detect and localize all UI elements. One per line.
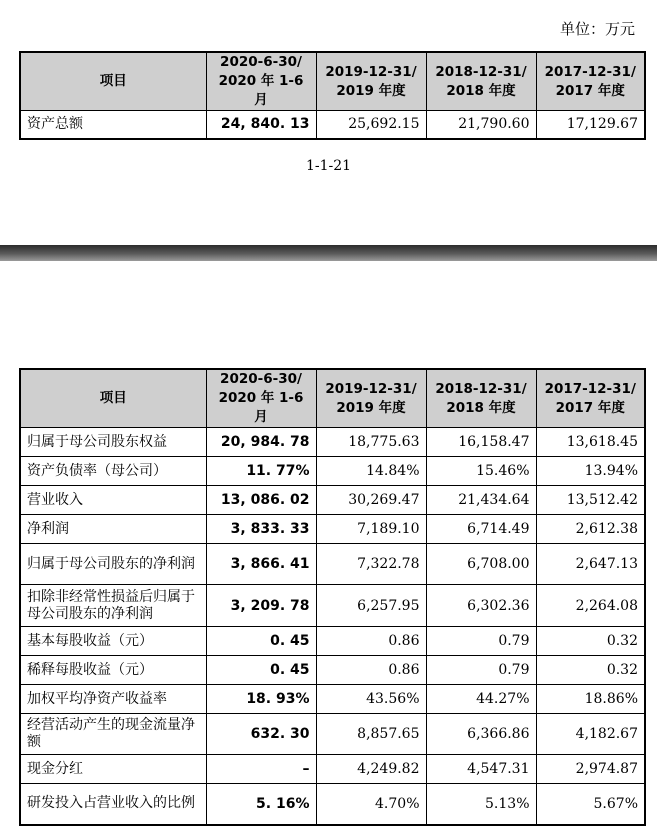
header-item [20, 52, 206, 111]
cell-2017: 13.94% [536, 457, 645, 486]
row-label: 现金分红 [20, 755, 206, 784]
unit-label: 单位：万元 [559, 20, 635, 38]
cell-2017: 5.67% [536, 784, 645, 825]
header-2018-line1: 2018-12-31/ [435, 63, 527, 80]
table-row [20, 111, 645, 139]
header-2019-line1: 2019-12-31/ [325, 380, 417, 397]
total-assets-table [19, 51, 646, 140]
table-row [20, 656, 645, 685]
cell-2017: 2,264.08 [536, 585, 645, 627]
table-row [20, 515, 645, 544]
cell-2019: 0.86 [316, 627, 426, 656]
cell-2020: 5. 16% [206, 784, 316, 825]
row-label: 加权平均净资产收益率 [20, 685, 206, 714]
row-label: 资产负债率（母公司） [20, 457, 206, 486]
header-2019-line2: 2019 年度 [336, 399, 406, 416]
row-label: 稀释每股收益（元） [20, 656, 206, 685]
header-2017-line2: 2017 年度 [555, 399, 625, 416]
cell-2018: 6,708.00 [426, 544, 536, 585]
table-row [20, 714, 645, 755]
header-2020-line1: 2020-6-30/ [220, 371, 302, 387]
table-header-row [20, 369, 645, 428]
cell-2019: 8,857.65 [316, 714, 426, 755]
cell-2018: 6,302.36 [426, 585, 536, 627]
header-2017-line1: 2017-12-31/ [544, 380, 636, 397]
page-divider [0, 245, 657, 261]
table-row [20, 457, 645, 486]
cell-2019: 18,775.63 [316, 428, 426, 457]
header-2017 [536, 369, 645, 428]
header-2019-line2: 2019 年度 [336, 82, 406, 99]
cell-2018: 21,790.60 [426, 111, 536, 139]
cell-2020: 11. 77% [206, 457, 316, 486]
cell-2017: 4,182.67 [536, 714, 645, 755]
cell-2018: 44.27% [426, 685, 536, 714]
cell-2017: 13,618.45 [536, 428, 645, 457]
table-row [20, 685, 645, 714]
header-2017-line1: 2017-12-31/ [544, 63, 636, 80]
row-label: 基本每股收益（元） [20, 627, 206, 656]
cell-2017: 2,612.38 [536, 515, 645, 544]
cell-2017: 17,129.67 [536, 111, 645, 139]
table-row [20, 486, 645, 515]
cell-2020: 0. 45 [206, 627, 316, 656]
header-item-label: 项目 [99, 73, 127, 89]
financial-indicators-table [19, 368, 646, 826]
cell-2020: 24, 840. 13 [206, 111, 316, 139]
header-2020 [206, 369, 316, 428]
header-2017-line2: 2017 年度 [555, 82, 625, 99]
cell-2019: 30,269.47 [316, 486, 426, 515]
page-number: 1-1-21 [305, 158, 352, 174]
cell-2017: 2,647.13 [536, 544, 645, 585]
header-2018 [426, 369, 536, 428]
header-2019 [316, 369, 426, 428]
header-2018-line2: 2018 年度 [446, 82, 516, 99]
table-row [20, 784, 645, 825]
cell-2018: 5.13% [426, 784, 536, 825]
header-item [20, 369, 206, 428]
header-2020-line1: 2020-6-30/ [220, 54, 302, 70]
cell-2018: 0.79 [426, 627, 536, 656]
cell-2017: 18.86% [536, 685, 645, 714]
cell-2020: 18. 93% [206, 685, 316, 714]
header-2020-line2: 2020 年 1-6 月 [218, 73, 304, 108]
header-2018 [426, 52, 536, 111]
cell-2020: 632. 30 [206, 714, 316, 755]
cell-2017: 0.32 [536, 627, 645, 656]
row-label: 扣除非经常性损益后归属于母公司股东的净利润 [20, 585, 206, 627]
cell-2018: 15.46% [426, 457, 536, 486]
cell-2020: 0. 45 [206, 656, 316, 685]
cell-2019: 0.86 [316, 656, 426, 685]
cell-2018: 21,434.64 [426, 486, 536, 515]
cell-2019: 25,692.15 [316, 111, 426, 139]
cell-2017: 2,974.87 [536, 755, 645, 784]
cell-2018: 0.79 [426, 656, 536, 685]
header-2019 [316, 52, 426, 111]
cell-2020: 3, 209. 78 [206, 585, 316, 627]
table-row [20, 627, 645, 656]
cell-2020: 13, 086. 02 [206, 486, 316, 515]
cell-2019: 7,189.10 [316, 515, 426, 544]
row-label: 归属于母公司股东权益 [20, 428, 206, 457]
header-2019-line1: 2019-12-31/ [325, 63, 417, 80]
cell-2019: 6,257.95 [316, 585, 426, 627]
cell-2020: 20, 984. 78 [206, 428, 316, 457]
cell-2018: 6,714.49 [426, 515, 536, 544]
cell-2019: 7,322.78 [316, 544, 426, 585]
row-label: 营业收入 [20, 486, 206, 515]
table-row [20, 428, 645, 457]
cell-2018: 6,366.86 [426, 714, 536, 755]
cell-2017: 13,512.42 [536, 486, 645, 515]
row-label: 归属于母公司股东的净利润 [20, 544, 206, 585]
cell-2019: 4,249.82 [316, 755, 426, 784]
row-label: 研发投入占营业收入的比例 [20, 784, 206, 825]
table-row [20, 755, 645, 784]
table-row [20, 585, 645, 627]
cell-2018: 4,547.31 [426, 755, 536, 784]
cell-2017: 0.32 [536, 656, 645, 685]
header-2018-line2: 2018 年度 [446, 399, 516, 416]
header-2018-line1: 2018-12-31/ [435, 380, 527, 397]
table-row [20, 544, 645, 585]
header-2020-line2: 2020 年 1-6 月 [218, 390, 304, 425]
cell-2019: 4.70% [316, 784, 426, 825]
table-header-row [20, 52, 645, 111]
header-2017 [536, 52, 645, 111]
cell-2020: – [206, 755, 316, 784]
cell-2020: 3, 833. 33 [206, 515, 316, 544]
header-item-label: 项目 [99, 390, 127, 406]
row-label: 资产总额 [20, 111, 206, 139]
cell-2019: 14.84% [316, 457, 426, 486]
row-label: 净利润 [20, 515, 206, 544]
cell-2019: 43.56% [316, 685, 426, 714]
cell-2020: 3, 866. 41 [206, 544, 316, 585]
row-label: 经营活动产生的现金流量净额 [20, 714, 206, 755]
cell-2018: 16,158.47 [426, 428, 536, 457]
header-2020 [206, 52, 316, 111]
